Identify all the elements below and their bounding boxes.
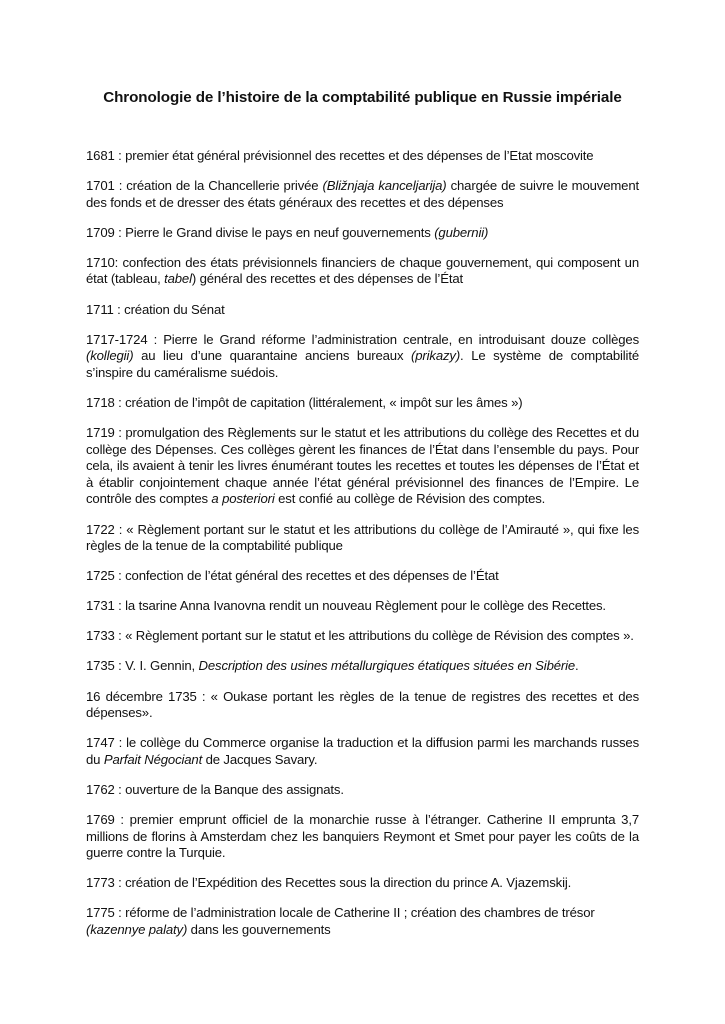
entry-text: 1719 : promulgation des Règlements sur le statut et les attributions du collège des Recettes et du collège des Dépenses. Ces collèges gèrent les finances de l’État dans l’ensemble du pays. Pour cela, ils avaient à tenir les livres énumérant toutes les recettes et toutes les dépenses de l’État et à établir conjointement chaque année l’état général prévisionnel des finances de l’Empire. Le contrôle des comptes — [86, 425, 639, 507]
entry-text: au lieu d’une quarantaine anciens bureaux — [133, 348, 412, 364]
entry-italic-text: (gubernii) — [434, 224, 489, 240]
entry-text: 1681 : premier état général prévisionnel des recettes et des dépenses de l’Etat moscovite — [86, 148, 594, 163]
chronology-entry — [86, 782, 639, 799]
entry-italic-text: a posteriori — [211, 491, 275, 507]
chronology-entry — [86, 395, 639, 412]
chronology-entry — [86, 568, 639, 585]
chronology-entry — [86, 658, 639, 675]
entry-italic-text: (kazennye palaty) — [86, 922, 188, 937]
entry-italic-text: Parfait Négociant — [103, 751, 203, 767]
entry-text: . — [575, 658, 579, 674]
page-title: Chronologie de l’histoire de la comptabilité publique en Russie impériale — [103, 89, 622, 106]
entry-italic-text: (kollegii) — [86, 348, 134, 364]
entry-italic-text: tabel — [164, 271, 192, 287]
entry-text: 1718 : création de l’impôt de capitation (littéralement, « impôt sur les âmes ») — [86, 394, 523, 410]
entry-text: 1769 : premier emprunt officiel de la monarchie russe à l’étranger. Catherine II emprunta 3,7 millions de florins à Amsterdam chez les banquiers Reymont et Smet pour payer les coûts de la guerre contre la Turquie. — [86, 812, 639, 861]
entry-text: de Jacques Savary. — [202, 751, 318, 767]
entry-text: ) général des recettes et des dépenses de l’État — [191, 271, 463, 287]
chronology-entry — [86, 689, 639, 722]
entry-text: 1762 : ouverture de la Banque des assignats. — [86, 781, 344, 797]
entry-text: est confié au collège de Révision des comptes. — [274, 491, 546, 507]
entry-text: . Le système de comptabilité s’inspire du caméralisme suédois. — [86, 348, 639, 380]
chronology-entry — [86, 598, 639, 615]
chronology-entry — [86, 522, 639, 555]
chronology-entry — [86, 255, 639, 288]
chronology-entry — [86, 148, 639, 165]
entry-text: dans les gouvernements — [187, 922, 331, 937]
entry-italic-text: Description des usines métallurgiques étatiques situées en Sibérie — [198, 658, 576, 674]
chronology-list — [86, 148, 639, 952]
entry-text: 1717-1724 : Pierre le Grand réforme l’administration centrale, en introduisant douze collèges — [86, 331, 639, 347]
chronology-entry — [86, 875, 639, 892]
entry-text: 1722 : « Règlement portant sur le statut et les attributions du collège de l’Amirauté », qui fixe les règles de la tenue de la comptabilité publique — [86, 521, 639, 554]
chronology-entry — [86, 225, 639, 242]
entry-text: 1733 : « Règlement portant sur le statut et les attributions du collège de Révision des comptes ». — [86, 628, 634, 644]
entry-text: 1709 : Pierre le Grand divise le pays en neuf gouvernements — [86, 224, 435, 240]
entry-text: 1775 : réforme de l’administration locale de Catherine II ; création des chambres de trésor — [86, 905, 595, 921]
chronology-entry — [86, 905, 639, 938]
entry-text: 1747 : le collège du Commerce organise la traduction et la diffusion parmi les marchands russes du — [86, 735, 639, 767]
chronology-entry — [86, 812, 639, 862]
entry-text: 1725 : confection de l’état général des recettes et des dépenses de l’État — [86, 568, 499, 584]
entry-italic-text: (prikazy) — [411, 348, 461, 364]
entry-text: 1710: confection des états prévisionnels financiers de chaque gouvernement, qui composent un état (tableau, — [86, 254, 639, 287]
chronology-entry — [86, 628, 639, 645]
entry-text: 1731 : la tsarine Anna Ivanovna rendit un nouveau Règlement pour le collège des Recettes. — [86, 598, 606, 614]
chronology-entry — [86, 332, 639, 382]
chronology-entry — [86, 735, 639, 768]
entry-text: 1701 : création de la Chancellerie privée — [86, 178, 323, 194]
chronology-entry — [86, 178, 639, 211]
entry-text: chargée de suivre le mouvement des fonds et de dresser des états généraux des recettes et des dépenses — [86, 178, 639, 210]
entry-text: 1773 : création de l’Expédition des Recettes sous la direction du prince A. Vjazemskij. — [86, 875, 572, 891]
chronology-entry — [86, 425, 639, 508]
chronology-entry — [86, 302, 639, 319]
entry-text: 16 décembre 1735 : « Oukase portant les règles de la tenue de registres des recettes et des dépenses». — [86, 688, 639, 721]
entry-text: 1735 : V. I. Gennin, — [86, 658, 199, 674]
entry-italic-text: (Bližnjaja kanceljarija) — [322, 178, 447, 194]
entry-text: 1711 : création du Sénat — [86, 301, 225, 317]
